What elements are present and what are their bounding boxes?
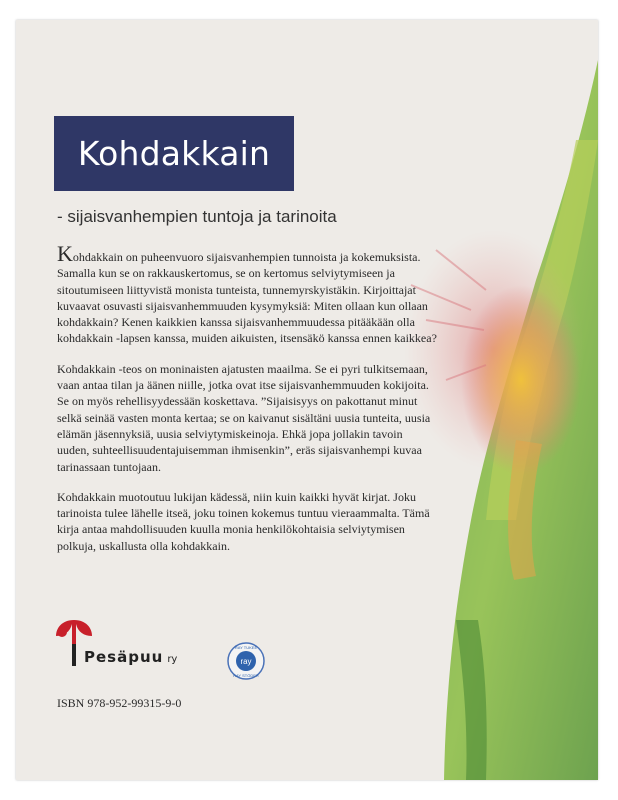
publisher-logo <box>54 618 194 668</box>
blurb-paragraph-1 <box>57 241 437 347</box>
book-subtitle: - sijaisvanhempien tuntoja ja tarinoita <box>57 207 337 226</box>
blurb-paragraph-2: Kohdakkain -teos on moninaisten ajatusten maailma. Se ei pyri tulkitsemaan, vaan antaa tilan ja äänen niille, jotka ovat itse sijaisvanhemmuuden kokijoita. Se on myös rehellisyydessään koskettava. ”Sijaisisyys on pakottanut minut selkä seinää vasten monta kertaa; se on kaivanut sisältäni uusia tunteita, uusia elämän jäsennyksiä, uusia selviytymiskeinoja. Ehkä jopa jollakin tavoin uuden, suhteellisuudentajuisemman ihmisenkin”, eräs sijaisvanhempi kuvaa tarinassaan tuntojaan. <box>57 361 431 474</box>
publisher-name <box>84 648 177 666</box>
blurb-paragraph-3: Kohdakkain muotoutuu lukijan kädessä, niin kuin kaikki hyvät kirjat. Joku tarinoista tulee lähelle itseä, joku toinen kokemus tuntuu vieraammalta. Tämä kirja antaa mahdollisuuden kuulla monia henkilökohtaisia selviytymisen polkuja, uskallusta olla kohdakkain. <box>57 489 430 553</box>
blurb-text <box>57 241 437 568</box>
blurb-paragraph-1-text: ohdakkain on puheenvuoro sijaisvanhempien tunnoista ja kokemuksista. Samalla kun se on rakkauskertomus, se on kertomus selviytymiseen ja sitoutumiseen liittyvistä monista tunteista, tunnemyrskyistäkin. Kirjoittajat kuvaavat osuvasti sijaisvanhemmuuden kysymyksiä: Miten ollaan kun ollaan kohdakkain? Kenen kaikkien kanssa sijaisvanhemmuudessa pitääkään olla kohdakkain -lapsen kanssa, muiden aikuisten, itsensäkö kanssa ennen kaikkea? <box>57 250 437 346</box>
book-back-cover <box>16 20 598 780</box>
publisher-wordmark: Pesäpuu <box>84 648 164 666</box>
book-title: Kohdakkain <box>77 134 271 173</box>
isbn-number: ISBN 978-952-99315-9-0 <box>57 696 182 710</box>
ray-badge-icon <box>227 642 265 680</box>
ray-badge-top: RAY TUKEE <box>234 645 258 650</box>
ray-badge-center: ray <box>240 657 252 666</box>
drop-cap: K <box>57 241 73 266</box>
title-banner <box>54 116 294 191</box>
publisher-suffix: ry <box>167 654 178 665</box>
ray-badge-bottom: RAY STÖDER <box>233 673 259 678</box>
